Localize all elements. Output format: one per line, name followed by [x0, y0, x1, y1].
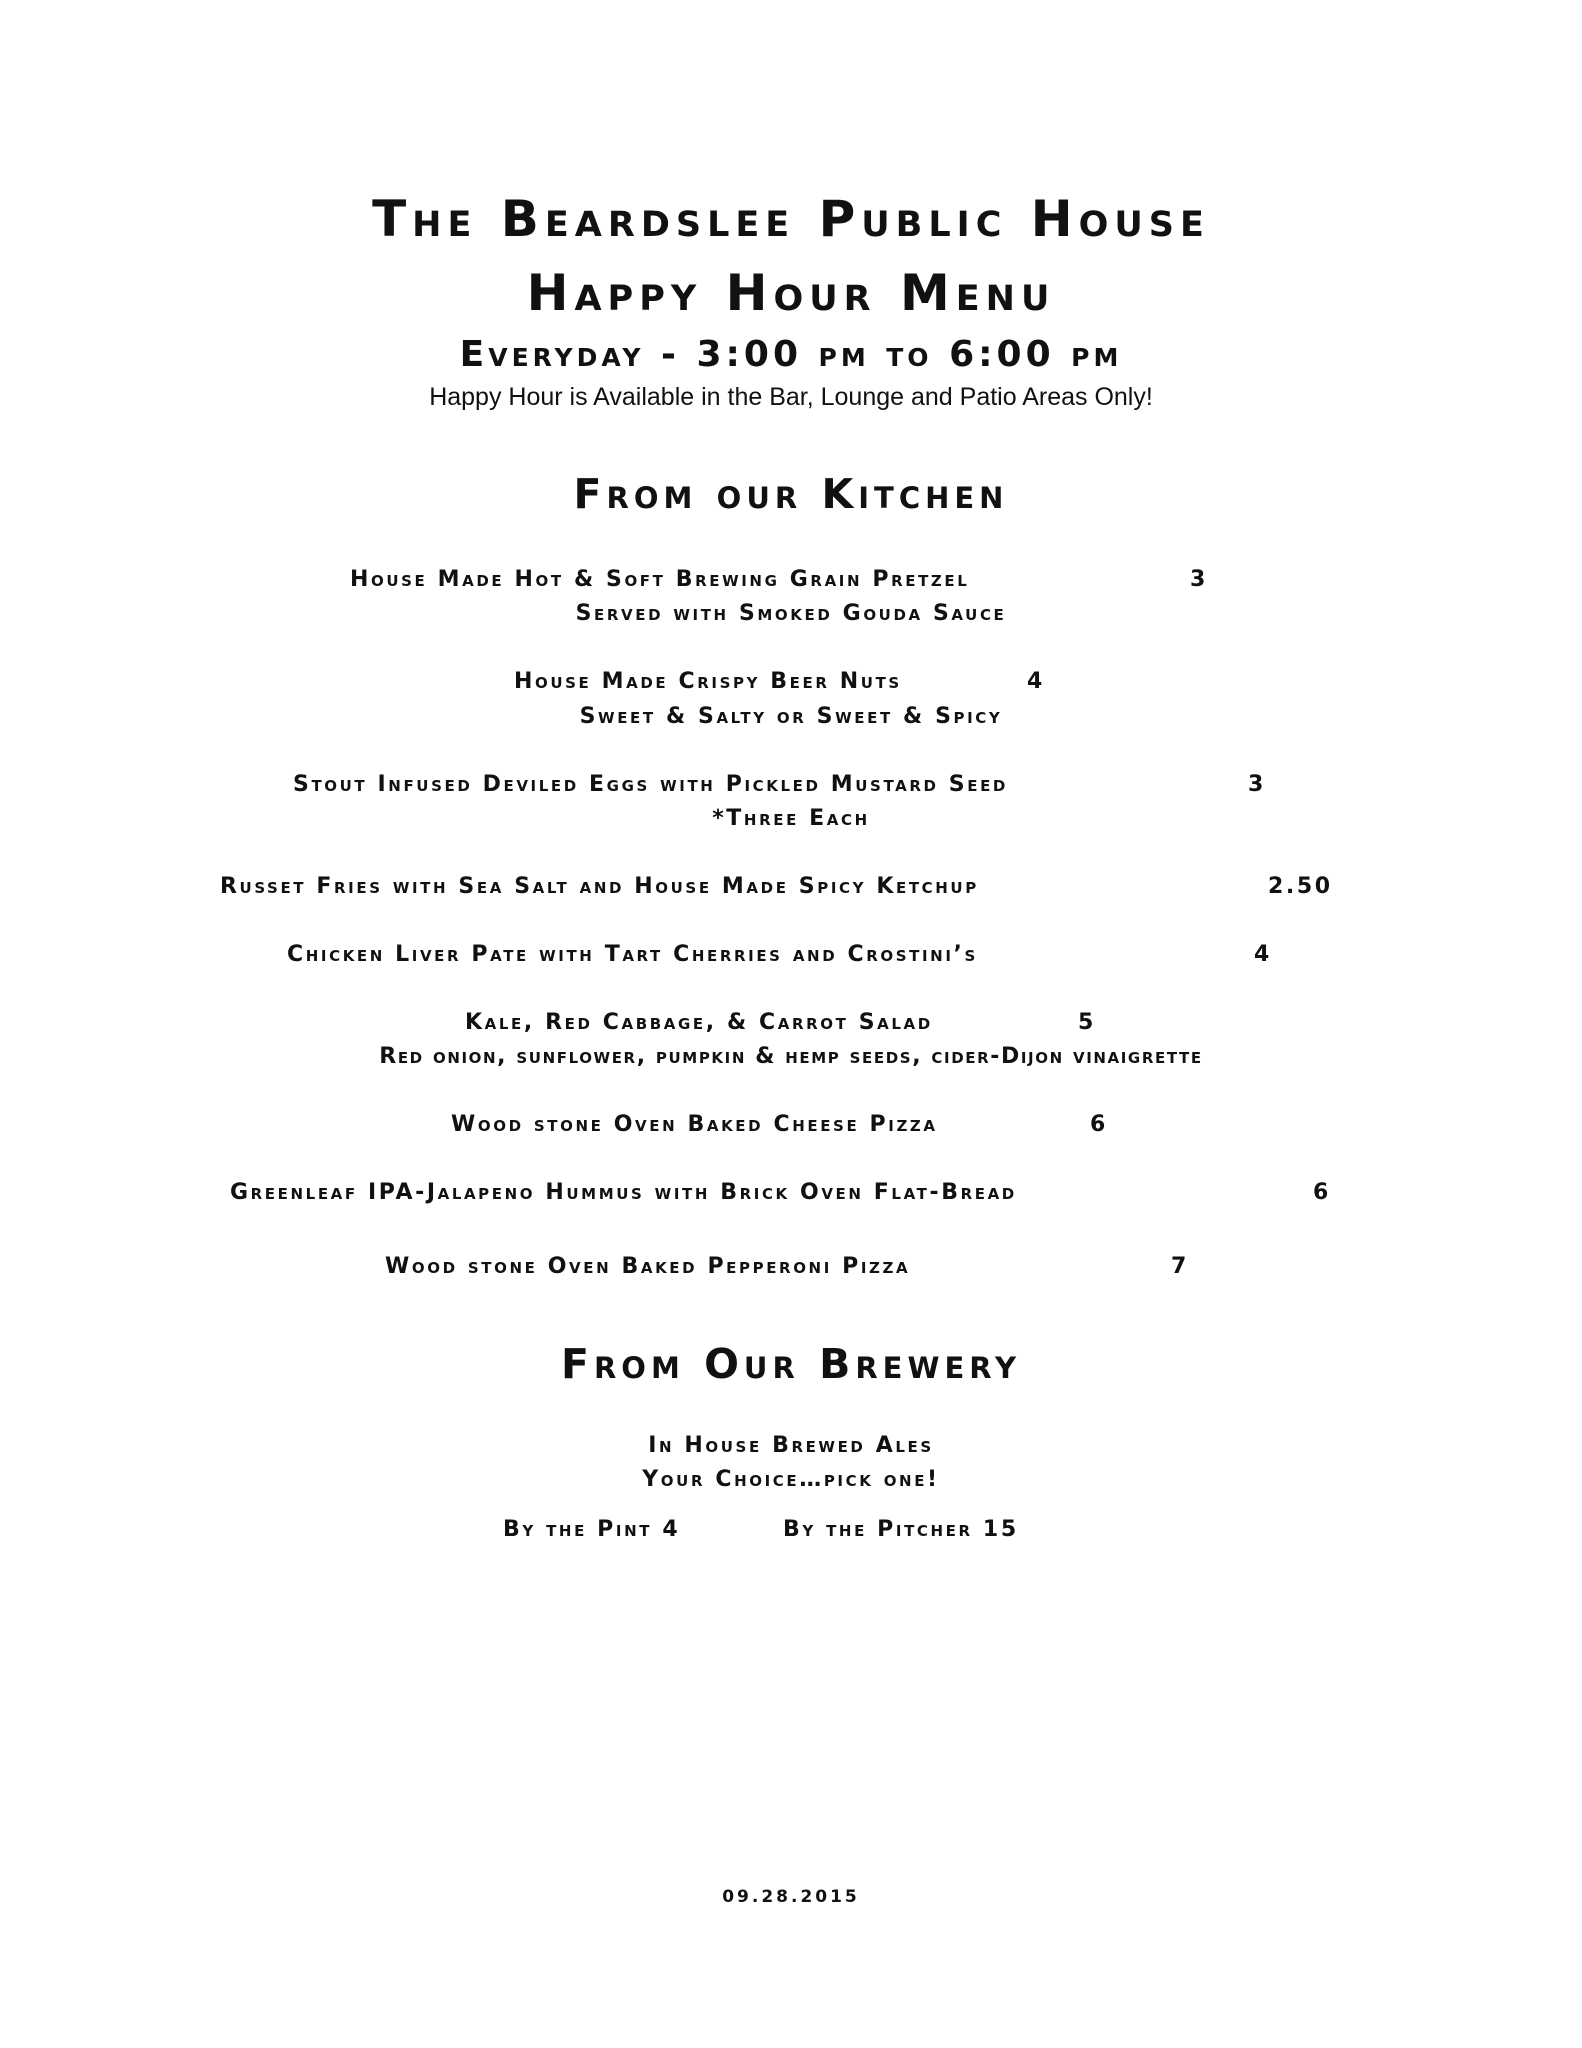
menu-item-price: 3 [1190, 567, 1208, 592]
brewery-heading: From Our Brewery [560, 1340, 1022, 1388]
pitcher-price: By the Pitcher 15 [783, 1517, 1019, 1542]
brewery-line-ales: In House Brewed Ales [648, 1433, 934, 1458]
menu-item-description: Served with Smoked Gouda Sauce [575, 601, 1007, 626]
menu-date: 09.28.2015 [722, 1887, 860, 1907]
brewery-line-choice: Your Choice…pick one! [642, 1467, 940, 1492]
restaurant-name: The Beardslee Public House [372, 190, 1210, 248]
menu-item-name: Greenleaf IPA-Jalapeno Hummus with Brick Oven Flat-Bread [230, 1180, 1017, 1205]
kitchen-heading: From our Kitchen [573, 470, 1009, 518]
menu-item-name: Stout Infused Deviled Eggs with Pickled Mustard Seed [293, 772, 1008, 797]
availability-note: Happy Hour is Available in the Bar, Lounge and Patio Areas Only! [429, 383, 1153, 411]
menu-item-price: 7 [1171, 1254, 1189, 1279]
menu-item-price: 3 [1248, 772, 1266, 797]
menu-item-description: *Three Each [712, 806, 870, 831]
menu-item-name: Russet Fries with Sea Salt and House Made Spicy Ketchup [220, 874, 979, 899]
menu-item-price: 4 [1027, 669, 1045, 694]
menu-item-name: Wood stone Oven Baked Pepperoni Pizza [385, 1254, 911, 1279]
menu-item-price: 5 [1078, 1010, 1096, 1035]
menu-item-description: Red onion, sunflower, pumpkin & hemp seeds, cider-Dijon vinaigrette [379, 1044, 1203, 1069]
menu-item-name: Chicken Liver Pate with Tart Cherries and Crostini’s [287, 942, 978, 967]
happy-hour-times: Everyday - 3:00 pm to 6:00 pm [459, 334, 1123, 375]
menu-item-price: 4 [1254, 942, 1272, 967]
menu-item-name: House Made Crispy Beer Nuts [514, 669, 902, 694]
menu-item-price: 2.50 [1268, 874, 1333, 899]
menu-item-name: Kale, Red Cabbage, & Carrot Salad [465, 1010, 933, 1035]
menu-item-name: Wood stone Oven Baked Cheese Pizza [451, 1112, 938, 1137]
menu-item-price: 6 [1090, 1112, 1108, 1137]
pint-price: By the Pint 4 [503, 1517, 681, 1542]
menu-item-description: Sweet & Salty or Sweet & Spicy [579, 704, 1003, 729]
menu-item-price: 6 [1313, 1180, 1331, 1205]
menu-title: Happy Hour Menu [526, 264, 1056, 322]
menu-item-name: House Made Hot & Soft Brewing Grain Pretzel [350, 567, 970, 592]
